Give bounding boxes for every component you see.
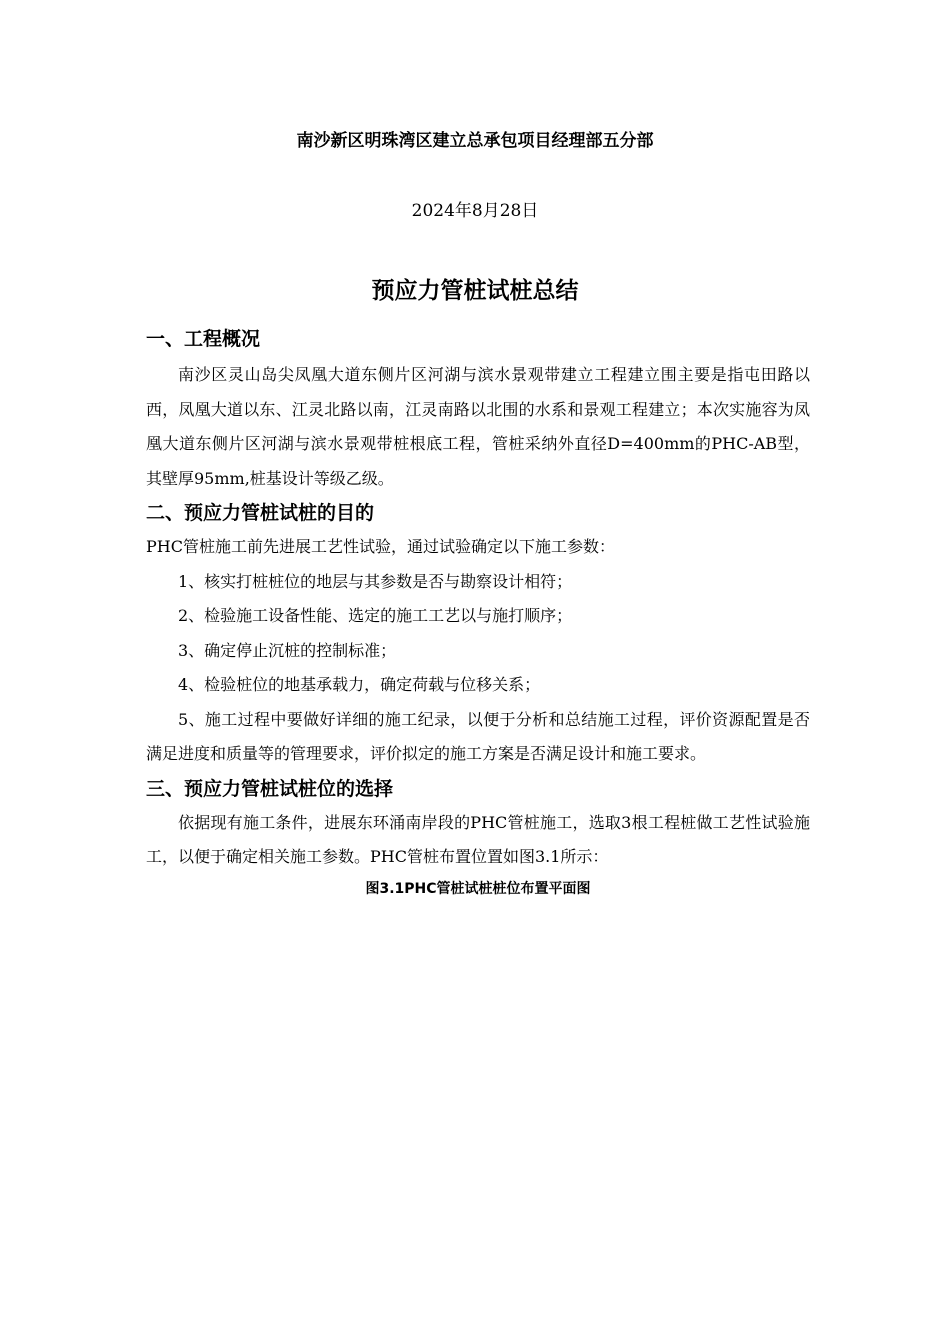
- figure-caption: 图3.1PHC管桩试桩桩位布置平面图: [365, 880, 591, 897]
- list-item: 5、施工过程中要做好详细的施工纪录，以便于分析和总结施工过程，评价资源配置是否满足进度和质量等的管理要求，评价拟定的施工方案是否满足设计和施工要求。: [146, 709, 810, 763]
- organization-name: 南沙新区明珠湾区建立总承包项目经理部五分部: [296, 131, 654, 151]
- section-heading-selection: 三、预应力管桩试桩位的选择: [146, 777, 394, 800]
- list-item: 1、核实打桩桩位的地层与其参数是否与勘察设计相符；: [178, 571, 573, 591]
- section-intro-purpose: PHC管桩施工前先进展工艺性试验，通过试验确定以下施工参数：: [146, 537, 615, 556]
- document-title: 预应力管桩试桩总结: [371, 278, 579, 304]
- document-body: [146, 322, 810, 903]
- section-paragraph-overview: 南沙区灵山岛尖凤凰大道东侧片区河湖与滨水景观带建立工程建立围主要是指屯田路以西，凤凰大道以东、江灵北路以南，江灵南路以北围的水系和景观工程建立；本次实施容为凤凰大道东侧片区河湖与滨水景观带桩根底工程，管桩采纳外直径D=400mm的PHC-AB型，其壁厚95mm,桩基设计等级乙级。: [146, 365, 810, 488]
- list-item: 2、检验施工设备性能、选定的施工工艺以与施打顺序；: [178, 606, 573, 625]
- document-date: 2024年8月28日: [411, 201, 539, 221]
- list-item: 4、检验桩位的地基承载力，确定荷载与位移关系；: [178, 675, 541, 694]
- list-item: 3、确定停止沉桩的控制标准；: [178, 640, 397, 660]
- section-heading-purpose: 二、预应力管桩试桩的目的: [146, 502, 375, 524]
- section-paragraph-selection: 依据现有施工条件，进展东环涌南岸段的PHC管桩施工，选取3根工程桩做工艺性试验施工，以便于确定相关施工参数。PHC管桩布置位置如图3.1所示：: [146, 812, 810, 866]
- section-heading-overview: 一、工程概况: [146, 328, 261, 350]
